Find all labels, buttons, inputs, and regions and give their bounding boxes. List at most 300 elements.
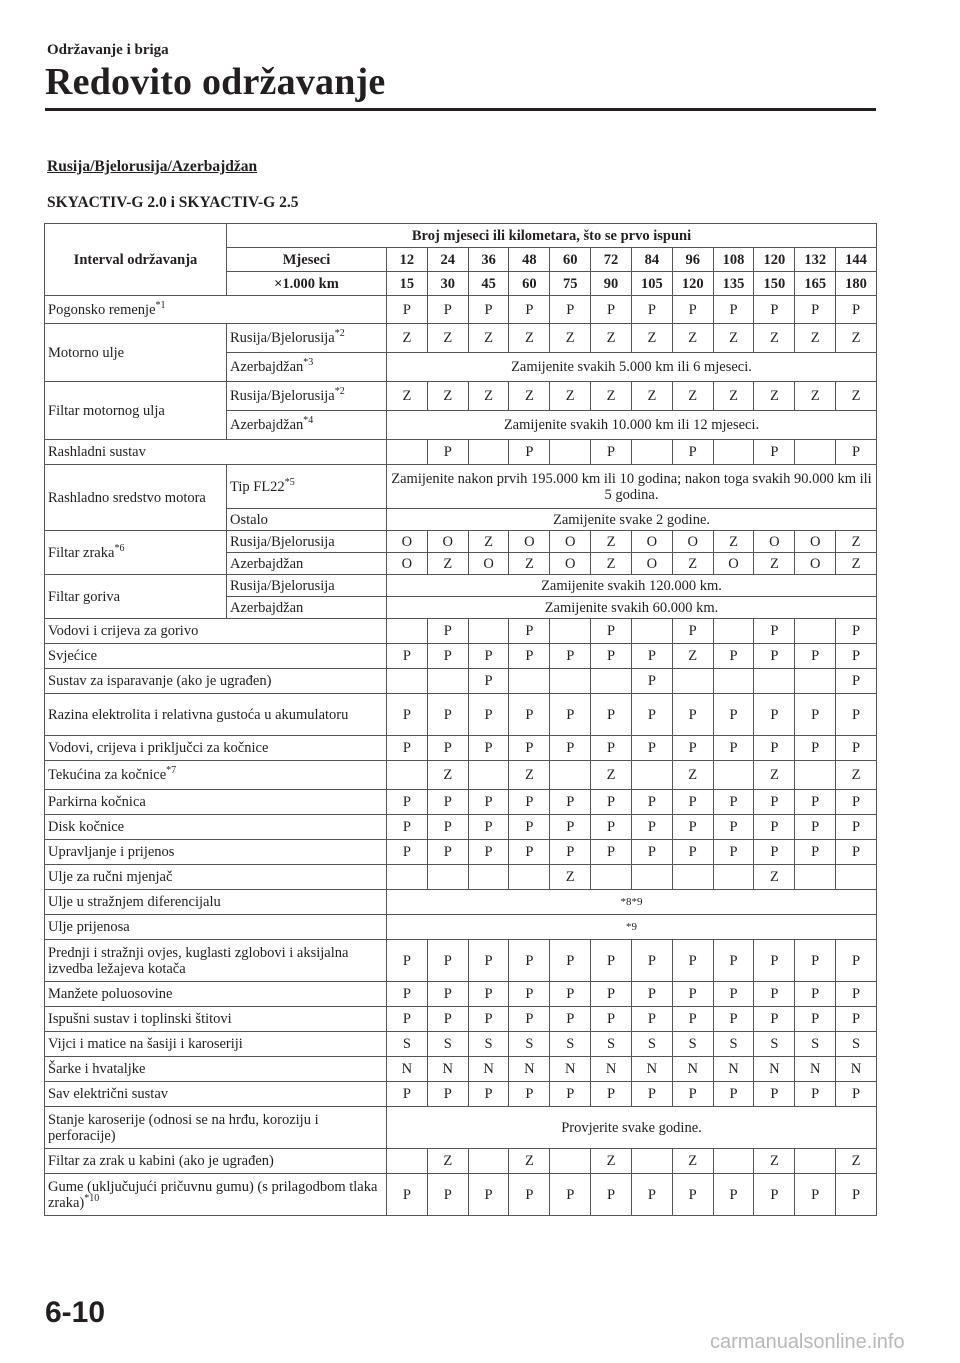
schedule-cell — [836, 324, 877, 353]
schedule-cell — [631, 736, 672, 761]
item-label — [45, 644, 387, 669]
km-cell-text: 165 — [804, 275, 827, 292]
schedule-cell-text: O — [687, 533, 698, 550]
schedule-cell-text: P — [566, 844, 575, 860]
schedule-cell-text: O — [728, 555, 739, 572]
schedule-cell-text: Z — [688, 648, 698, 664]
schedule-cell — [754, 669, 795, 694]
schedule-cell-text: P — [729, 1011, 738, 1027]
schedule-cell — [427, 531, 468, 553]
schedule-cell-text: Z — [443, 767, 453, 783]
schedule-cell — [713, 815, 754, 840]
table-row — [45, 815, 877, 840]
schedule-cell — [713, 1149, 754, 1174]
schedule-cell-text: P — [688, 740, 697, 756]
schedule-cell-text: P — [607, 1186, 616, 1203]
schedule-cell — [713, 1007, 754, 1032]
schedule-cell-text: Z — [647, 388, 657, 404]
sub-label-text: Azerbajdžan — [230, 417, 304, 433]
schedule-cell — [550, 1057, 591, 1082]
schedule-cell-text: P — [770, 1011, 779, 1027]
schedule-cell-text: P — [647, 673, 656, 689]
group-header-text: Broj mjeseci ili kilometara, što se prvo ispuni — [411, 227, 692, 244]
schedule-cell-text: P — [484, 844, 493, 860]
schedule-cell-text: Z — [484, 330, 493, 346]
schedule-cell — [427, 619, 468, 644]
schedule-cell-text: Z — [606, 533, 616, 550]
schedule-cell-text: P — [770, 1086, 779, 1102]
item-label — [45, 790, 387, 815]
schedule-cell-text: P — [688, 819, 697, 835]
schedule-cell — [672, 865, 713, 890]
schedule-cell-text: P — [484, 1186, 493, 1203]
schedule-cell — [591, 790, 632, 815]
schedule-cell-text: S — [688, 1036, 697, 1052]
item-label — [45, 669, 387, 694]
schedule-cell — [509, 982, 550, 1007]
schedule-cell-text: P — [688, 1011, 697, 1027]
schedule-cell — [387, 982, 428, 1007]
table-row — [45, 865, 877, 890]
footnote-marker: *1 — [155, 299, 166, 311]
schedule-cell — [468, 553, 509, 575]
schedule-cell — [427, 669, 468, 694]
schedule-cell-text: P — [647, 952, 656, 969]
item-label-text: Vodovi, crijeva i priključci za kočnice — [48, 740, 269, 756]
schedule-cell-text: P — [688, 794, 697, 810]
schedule-cell-text: P — [647, 706, 656, 723]
km-cell — [713, 272, 754, 296]
item-label — [45, 815, 387, 840]
schedule-cell — [672, 669, 713, 694]
schedule-note-text: Zamijenite svakih 120.000 km. — [541, 577, 722, 594]
schedule-cell — [468, 940, 509, 982]
schedule-cell — [795, 1082, 836, 1107]
schedule-cell-text: P — [607, 623, 616, 639]
schedule-cell-text: Z — [606, 1153, 616, 1169]
schedule-cell — [387, 865, 428, 890]
schedule-cell-text: P — [647, 1086, 656, 1102]
km-cell-text: 120 — [681, 275, 704, 292]
km-cell-text: 180 — [845, 275, 867, 292]
schedule-cell-text: Z — [606, 767, 616, 783]
schedule-cell-text: P — [607, 986, 616, 1002]
km-cell-text: 75 — [562, 275, 578, 292]
schedule-cell-text: P — [484, 819, 493, 835]
schedule-cell — [387, 619, 428, 644]
schedule-cell — [468, 1032, 509, 1057]
schedule-cell — [672, 1032, 713, 1057]
schedule-cell-text: P — [443, 986, 452, 1002]
schedule-cell — [468, 840, 509, 865]
schedule-cell-text: P — [443, 623, 452, 639]
schedule-cell — [795, 694, 836, 736]
schedule-cell — [387, 1057, 428, 1082]
km-cell-text: 135 — [722, 275, 745, 292]
item-label — [45, 1149, 387, 1174]
schedule-cell — [468, 790, 509, 815]
footnote-marker: *10 — [84, 1192, 100, 1204]
schedule-cell-text: P — [811, 952, 820, 969]
schedule-cell — [591, 382, 632, 411]
schedule-cell — [713, 940, 754, 982]
schedule-cell-text: S — [402, 1036, 411, 1052]
schedule-cell-text: P — [852, 673, 861, 689]
schedule-cell — [836, 1082, 877, 1107]
schedule-note-text: *8*9 — [620, 896, 643, 908]
month-cell-text: 12 — [399, 251, 415, 268]
schedule-cell-text: P — [525, 706, 534, 723]
schedule-cell — [427, 790, 468, 815]
group-header — [227, 224, 877, 248]
schedule-cell-text: Z — [402, 330, 412, 346]
schedule-cell-text: P — [402, 986, 411, 1002]
month-cell-text: 84 — [644, 251, 660, 268]
item-label — [45, 324, 227, 382]
schedule-cell — [754, 296, 795, 324]
schedule-cell — [427, 940, 468, 982]
schedule-cell-text: S — [525, 1036, 534, 1052]
item-label — [45, 1032, 387, 1057]
schedule-cell-text: P — [443, 1186, 452, 1203]
schedule-cell-text: P — [729, 794, 738, 810]
schedule-cell — [387, 531, 428, 553]
footnote-marker: *4 — [303, 415, 314, 427]
schedule-cell-text: P — [402, 819, 411, 835]
table-row — [45, 1082, 877, 1107]
schedule-cell — [591, 865, 632, 890]
page-title: Redovito održavanje — [45, 61, 386, 103]
schedule-cell-text: P — [852, 819, 861, 835]
schedule-cell — [631, 531, 672, 553]
month-cell — [713, 248, 754, 272]
watermark: carmanualsonline.info — [710, 1331, 905, 1353]
schedule-cell — [836, 1149, 877, 1174]
schedule-cell-text: P — [402, 844, 411, 860]
schedule-cell-text: Z — [606, 330, 616, 346]
schedule-cell — [591, 761, 632, 790]
schedule-cell — [387, 1032, 428, 1057]
month-cell — [427, 248, 468, 272]
item-label — [45, 890, 387, 915]
schedule-cell-text: P — [402, 1011, 411, 1027]
item-label-text: Sav električni sustav — [48, 1086, 169, 1102]
schedule-cell — [754, 440, 795, 465]
title-divider — [45, 108, 876, 111]
table-row — [45, 440, 877, 465]
schedule-cell — [550, 296, 591, 324]
schedule-cell-text: P — [811, 819, 820, 835]
schedule-cell — [509, 619, 550, 644]
table-row — [45, 1174, 877, 1216]
schedule-cell-text: P — [811, 986, 820, 1002]
km-cell-text: 105 — [641, 275, 663, 292]
schedule-cell — [631, 296, 672, 324]
month-cell-text: 36 — [481, 251, 496, 268]
schedule-cell — [836, 865, 877, 890]
item-label — [45, 865, 387, 890]
schedule-cell-text: P — [402, 301, 411, 318]
km-cell — [509, 272, 550, 296]
schedule-cell-text: P — [770, 819, 779, 835]
item-label — [45, 1107, 387, 1149]
schedule-cell-text: O — [564, 555, 576, 572]
schedule-cell — [672, 644, 713, 669]
schedule-cell — [509, 790, 550, 815]
schedule-note — [387, 575, 877, 597]
schedule-cell-text: P — [729, 819, 738, 835]
schedule-cell — [795, 669, 836, 694]
schedule-cell-text: P — [770, 301, 779, 318]
sub-label-text: Ostalo — [230, 511, 268, 528]
schedule-cell — [509, 296, 550, 324]
schedule-cell — [713, 1174, 754, 1216]
schedule-cell — [754, 1174, 795, 1216]
schedule-cell-text: P — [811, 1186, 820, 1203]
schedule-cell — [591, 553, 632, 575]
schedule-cell-text: P — [770, 1186, 779, 1203]
schedule-cell — [631, 865, 672, 890]
item-label-text: Filtar goriva — [48, 588, 121, 605]
schedule-cell-text: P — [770, 706, 779, 723]
schedule-cell-text: P — [484, 740, 493, 756]
schedule-cell — [836, 440, 877, 465]
schedule-cell-text: P — [729, 301, 738, 318]
month-cell-text: 48 — [522, 251, 537, 268]
schedule-cell-text: P — [443, 444, 452, 460]
schedule-cell — [795, 790, 836, 815]
schedule-cell-text: P — [484, 1086, 493, 1102]
month-cell-text: 96 — [685, 251, 700, 268]
month-cell — [672, 248, 713, 272]
schedule-cell — [387, 940, 428, 982]
schedule-cell-text: Z — [729, 388, 738, 404]
section-label: Održavanje i briga — [47, 42, 169, 58]
item-label-text: Razina elektrolita i relativna gustoća u akumulatoru — [48, 706, 349, 723]
item-label-text: Sustav za isparavanje (ako je ugrađen) — [48, 673, 272, 689]
schedule-cell-text: Z — [851, 767, 861, 783]
schedule-cell — [713, 865, 754, 890]
sub-label — [227, 553, 387, 575]
item-label-text: Ispušni sustav i toplinski štitovi — [48, 1011, 232, 1027]
schedule-cell — [387, 553, 428, 575]
schedule-cell — [631, 1007, 672, 1032]
schedule-cell-text: P — [607, 648, 616, 664]
schedule-cell — [713, 324, 754, 353]
schedule-cell-text: P — [688, 623, 697, 639]
schedule-cell — [550, 1174, 591, 1216]
schedule-cell — [550, 553, 591, 575]
schedule-cell-text: P — [402, 952, 411, 969]
schedule-cell — [427, 1174, 468, 1216]
schedule-cell — [591, 1057, 632, 1082]
km-header-text: ×1.000 km — [274, 275, 339, 292]
schedule-cell-text: P — [566, 794, 575, 810]
schedule-cell-text: S — [647, 1036, 656, 1052]
schedule-cell — [468, 1007, 509, 1032]
schedule-cell — [468, 694, 509, 736]
schedule-cell-text: P — [729, 986, 738, 1002]
schedule-cell — [836, 669, 877, 694]
schedule-cell — [795, 1007, 836, 1032]
schedule-cell-text: Z — [729, 330, 738, 346]
schedule-cell — [550, 1149, 591, 1174]
schedule-cell — [387, 840, 428, 865]
schedule-cell — [754, 1007, 795, 1032]
maintenance-schedule-table — [44, 223, 877, 1216]
schedule-note — [387, 465, 877, 509]
schedule-cell — [631, 1149, 672, 1174]
schedule-cell-text: P — [852, 794, 861, 810]
item-label-text: Motorno ulje — [48, 344, 125, 361]
schedule-cell-text: O — [483, 555, 494, 572]
schedule-cell-text: P — [443, 1011, 452, 1027]
table-row — [45, 619, 877, 644]
month-cell-text: 120 — [763, 251, 786, 268]
schedule-cell — [427, 296, 468, 324]
schedule-cell — [550, 1032, 591, 1057]
km-cell — [591, 272, 632, 296]
schedule-cell — [754, 982, 795, 1007]
schedule-cell-text: Z — [769, 1153, 779, 1169]
schedule-cell — [509, 761, 550, 790]
schedule-cell — [631, 440, 672, 465]
km-cell-text: 150 — [763, 275, 786, 292]
schedule-cell-text: Z — [524, 330, 534, 346]
schedule-cell — [836, 1032, 877, 1057]
schedule-cell — [795, 815, 836, 840]
schedule-cell — [427, 840, 468, 865]
schedule-cell-text: Z — [688, 330, 698, 346]
footnote-marker: *7 — [166, 765, 177, 777]
schedule-cell-text: Z — [851, 555, 861, 572]
schedule-cell — [713, 1082, 754, 1107]
schedule-cell-text: P — [443, 952, 452, 969]
schedule-cell — [387, 815, 428, 840]
schedule-cell — [387, 644, 428, 669]
schedule-cell — [468, 324, 509, 353]
schedule-cell — [509, 1149, 550, 1174]
schedule-cell-text: Z — [443, 1153, 453, 1169]
schedule-cell — [713, 1032, 754, 1057]
km-cell-text: 30 — [440, 275, 455, 292]
table-row — [45, 531, 877, 553]
schedule-cell — [427, 553, 468, 575]
schedule-cell — [795, 296, 836, 324]
schedule-cell-text: P — [852, 1186, 861, 1203]
schedule-cell-text: P — [607, 444, 616, 460]
km-cell — [754, 272, 795, 296]
schedule-cell — [468, 865, 509, 890]
schedule-cell — [754, 736, 795, 761]
schedule-cell-text: S — [566, 1036, 575, 1052]
schedule-cell — [550, 840, 591, 865]
table-row — [45, 575, 877, 597]
footnote-marker: *5 — [284, 476, 295, 488]
schedule-cell-text: P — [607, 706, 616, 723]
schedule-note-text: Zamijenite svakih 60.000 km. — [544, 599, 719, 616]
schedule-cell — [509, 324, 550, 353]
schedule-cell-text: Z — [606, 388, 616, 404]
schedule-cell-text: P — [484, 673, 493, 689]
schedule-cell-text: N — [401, 1061, 413, 1077]
schedule-cell — [509, 865, 550, 890]
month-cell — [550, 248, 591, 272]
schedule-cell — [509, 440, 550, 465]
schedule-cell-text: P — [647, 986, 656, 1002]
km-cell-text: 15 — [399, 275, 415, 292]
schedule-cell — [591, 440, 632, 465]
schedule-cell — [836, 619, 877, 644]
schedule-cell — [468, 296, 509, 324]
schedule-cell-text: P — [443, 706, 452, 723]
schedule-cell-text: O — [442, 533, 453, 550]
schedule-cell — [387, 296, 428, 324]
schedule-cell — [672, 982, 713, 1007]
schedule-cell — [468, 982, 509, 1007]
schedule-cell-text: Z — [606, 555, 616, 572]
item-label — [45, 694, 387, 736]
schedule-cell-text: S — [811, 1036, 820, 1052]
schedule-cell-text: P — [443, 794, 452, 810]
schedule-cell-text: P — [770, 444, 779, 460]
schedule-cell-text: P — [607, 740, 616, 756]
schedule-cell-text: P — [729, 844, 738, 860]
schedule-cell — [591, 840, 632, 865]
table-row — [45, 1057, 877, 1082]
schedule-cell-text: P — [443, 844, 452, 860]
schedule-cell — [631, 669, 672, 694]
schedule-cell — [468, 531, 509, 553]
schedule-cell — [836, 982, 877, 1007]
schedule-cell — [795, 1174, 836, 1216]
schedule-cell — [672, 790, 713, 815]
schedule-cell — [672, 619, 713, 644]
schedule-note-text: Zamijenite svake 2 godine. — [552, 511, 711, 528]
schedule-cell — [591, 531, 632, 553]
schedule-cell-text: P — [566, 740, 575, 756]
schedule-cell-text: N — [850, 1061, 862, 1077]
month-cell — [509, 248, 550, 272]
schedule-cell-text: P — [647, 648, 656, 664]
schedule-cell — [591, 1082, 632, 1107]
schedule-cell-text: P — [607, 1086, 616, 1102]
schedule-cell-text: P — [484, 648, 493, 664]
schedule-cell-text: P — [525, 819, 534, 835]
schedule-cell — [754, 815, 795, 840]
schedule-cell — [387, 669, 428, 694]
sub-label — [227, 411, 387, 440]
schedule-cell — [836, 296, 877, 324]
schedule-cell — [672, 694, 713, 736]
schedule-cell — [754, 790, 795, 815]
schedule-note-text: Provjerite svake godine. — [561, 1119, 702, 1136]
schedule-cell — [672, 736, 713, 761]
schedule-cell-text: S — [607, 1036, 616, 1052]
schedule-cell — [754, 644, 795, 669]
schedule-cell-text: P — [688, 1186, 697, 1203]
schedule-cell — [713, 644, 754, 669]
schedule-cell-text: Z — [851, 330, 861, 346]
item-label — [45, 1007, 387, 1032]
schedule-cell-text: Z — [402, 388, 412, 404]
month-cell — [836, 248, 877, 272]
schedule-cell-text: P — [402, 1186, 411, 1203]
sub-label — [227, 531, 387, 553]
schedule-cell-text: P — [852, 1086, 861, 1102]
schedule-cell-text: P — [525, 1186, 534, 1203]
schedule-cell — [509, 1082, 550, 1107]
